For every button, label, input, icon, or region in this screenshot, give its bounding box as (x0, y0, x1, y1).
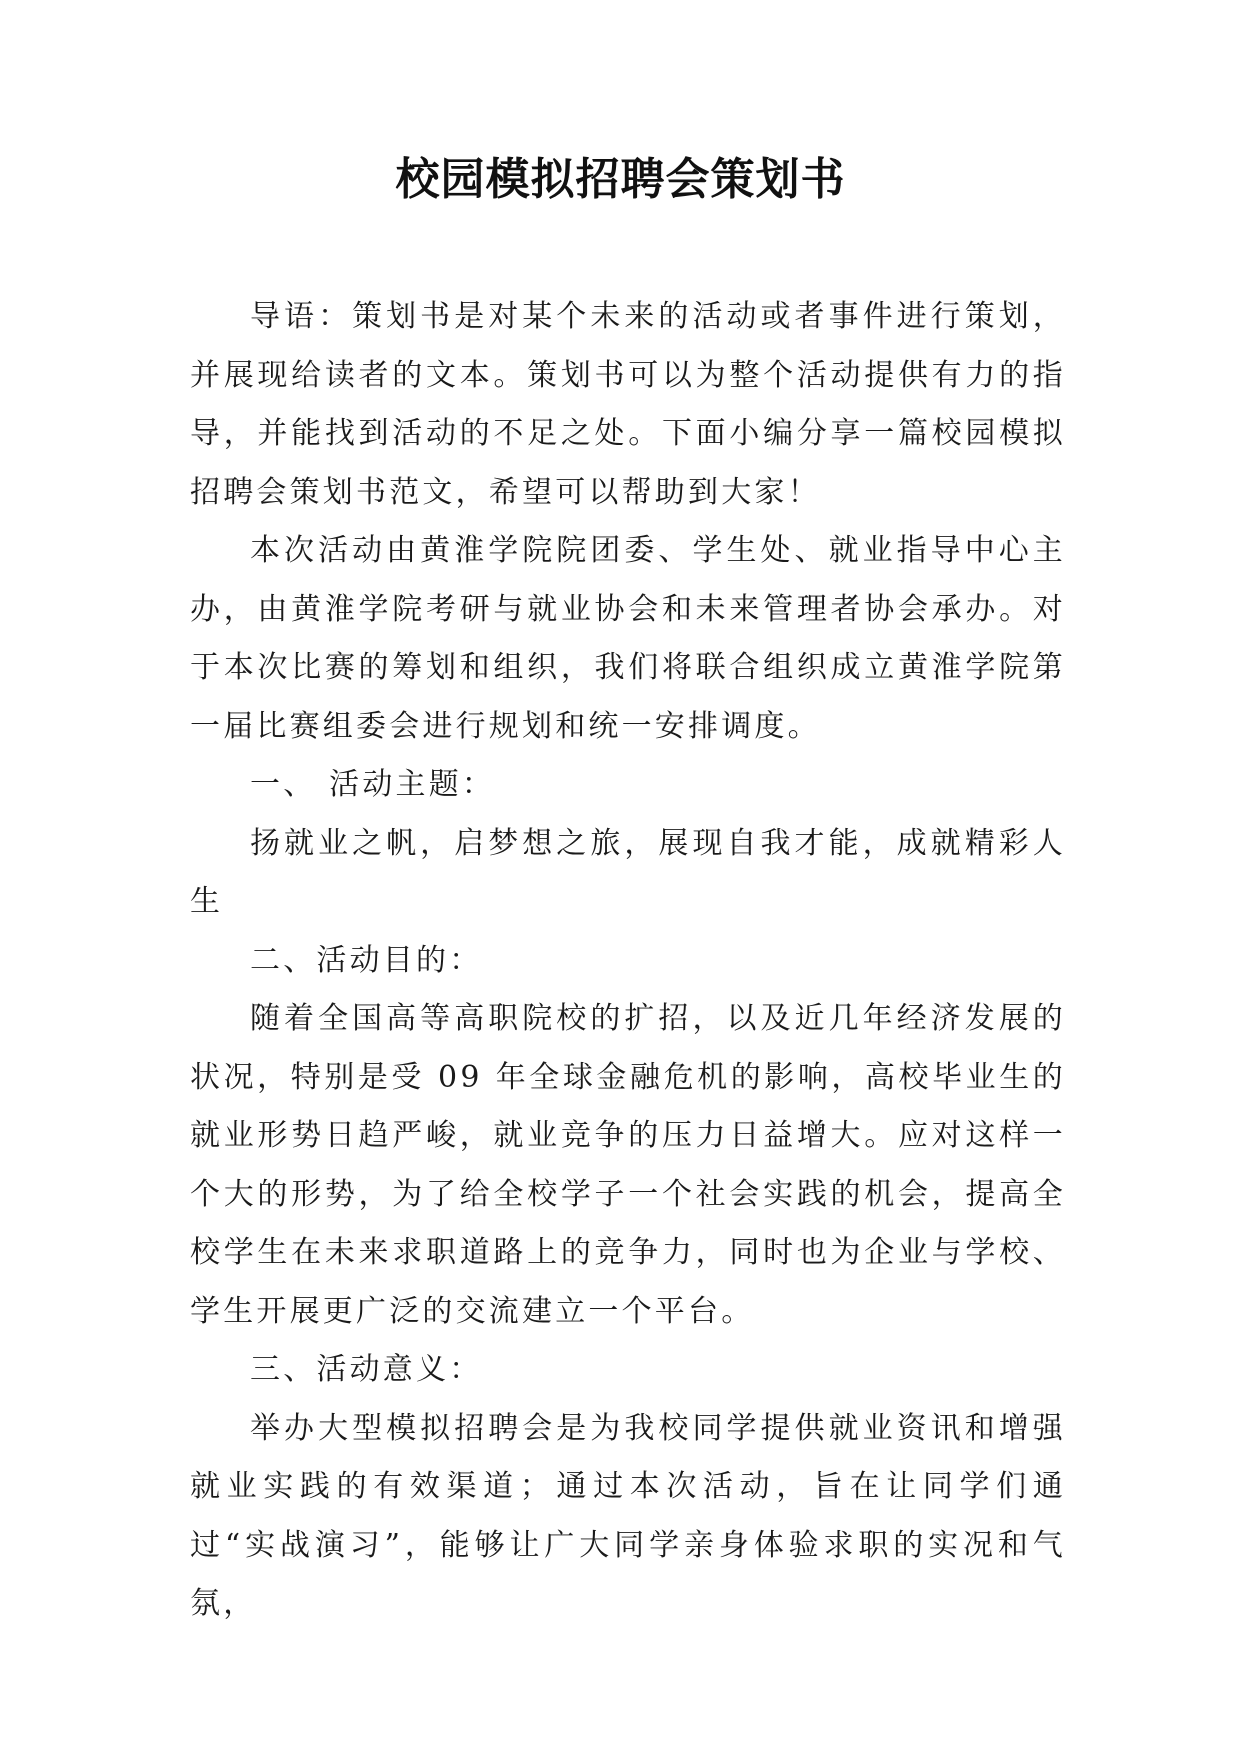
document-title: 校园模拟招聘会策划书 (395, 154, 846, 205)
document-body (190, 288, 1066, 1634)
section-heading-purpose: 二、活动目的： (250, 942, 483, 978)
purpose-paragraph: 随着全国高等高职院校的扩招，以及近几年经济发展的状况，特别是受 09 年全球金融危机的影响，高校毕业生的就业形势日趋严峻，就业竞争的压力日益增大。应对这样一个大的形势，为了给全校学子一个社会实践的机会，提高全校学生在未来求职道路上的竞争力，同时也为企业与学校、学生开展更广泛的交流建立一个平台。 (190, 1001, 1066, 1329)
significance-paragraph: 举办大型模拟招聘会是为我校同学提供就业资讯和增强就业实践的有效渠道；通过本次活动，旨在让同学们通过“实战演习”，能够让广大同学亲身体验求职的实况和气氛， (190, 1410, 1066, 1621)
intro-paragraph: 导语：策划书是对某个未来的活动或者事件进行策划，并展现给读者的文本。策划书可以为整个活动提供有力的指导，并能找到活动的不足之处。下面小编分享一篇校园模拟招聘会策划书范文，希望可以帮助到大家！ (190, 299, 1066, 510)
section-heading-theme: 一、 活动主题： (250, 767, 496, 802)
section-heading-significance: 三、活动意义： (250, 1352, 483, 1387)
theme-paragraph: 扬就业之帆，启梦想之旅，展现自我才能，成就精彩人生 (190, 825, 1066, 919)
organizer-paragraph: 本次活动由黄淮学院院团委、学生处、就业指导中心主办，由黄淮学院考研与就业协会和未来管理者协会承办。对于本次比赛的筹划和组织，我们将联合组织成立黄淮学院第一届比赛组委会进行规划和统一安排调度。 (190, 533, 1066, 744)
